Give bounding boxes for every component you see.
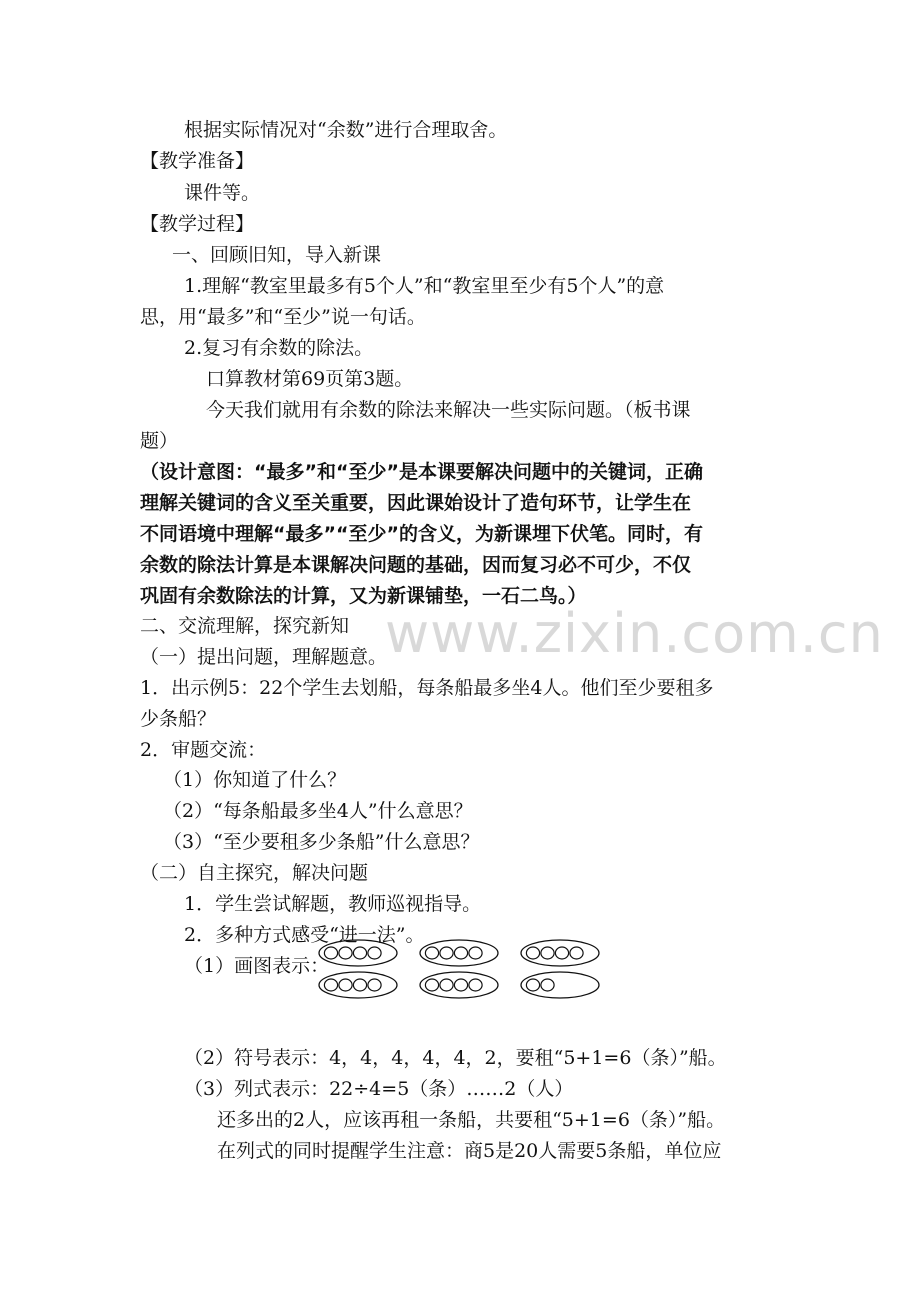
person-circle — [440, 947, 453, 959]
person-circle — [526, 947, 539, 959]
question-item: （2）“每条船最多坐4人”什么意思？ — [163, 800, 473, 822]
text-line: 1.理解“教室里最多有5个人”和“教室里至少有5个人”的意 — [184, 275, 665, 297]
text-line: 2.复习有余数的除法。 — [184, 337, 374, 359]
person-circle — [324, 979, 337, 991]
design-intent-line: 余数的除法计算是本课解决问题的基础，因而复习必不可少，不仅 — [140, 554, 692, 576]
person-circle — [454, 979, 467, 991]
person-circle — [526, 979, 539, 991]
text-line: 少条船？ — [140, 708, 217, 730]
subheading: 一、回顾旧知，导入新课 — [172, 244, 382, 266]
boat-ellipse — [521, 972, 599, 998]
text-line: 今天我们就用有余数的除法来解决一些实际问题。（板书课 — [206, 399, 691, 421]
text-line: （2）符号表示：4，4，4，4，4，2，要租“5+1=6（条）”船。 — [184, 1047, 727, 1069]
boat-ellipse — [420, 940, 498, 966]
person-circle — [324, 947, 337, 959]
design-intent-line: （设计意图：“最多”和“至少”是本课要解决问题中的关键词，正确 — [140, 461, 703, 483]
person-circle — [555, 947, 568, 959]
text-line: 1．学生尝试解题，教师巡视指导。 — [184, 893, 482, 915]
design-intent-line: 巩固有余数除法的计算，又为新课铺垫，一石二鸟。） — [140, 585, 587, 607]
person-circle — [454, 947, 467, 959]
text-line: 课件等。 — [184, 182, 261, 204]
person-circle — [469, 947, 482, 959]
text-line: （3）列式表示：22÷4=5（条）……2（人） — [184, 1078, 574, 1100]
text-line: （1）画图表示： — [184, 955, 330, 977]
boat-ellipse — [319, 972, 397, 998]
section-heading-preparation: 【教学准备】 — [140, 150, 255, 172]
boat-ellipse — [420, 972, 498, 998]
person-circle — [339, 979, 352, 991]
boat-ellipse — [319, 940, 397, 966]
boat-ellipse — [521, 940, 599, 966]
person-circle — [541, 947, 554, 959]
text-line: 思，用“最多”和“至少”说一句话。 — [140, 306, 426, 328]
design-intent-line: 不同语境中理解“最多”“至少”的含义，为新课埋下伏笔。同时，有 — [140, 523, 703, 545]
text-line: 口算教材第69页第3题。 — [206, 368, 414, 390]
section-heading-process: 【教学过程】 — [140, 213, 255, 235]
text-line: 在列式的同时提醒学生注意：商5是20人需要5条船，单位应 — [217, 1140, 722, 1162]
text-line: 2．审题交流： — [140, 739, 267, 761]
text-line: 2．多种方式感受“进一法”。 — [184, 924, 425, 946]
text-line: 还多出的2人，应该再租一条船，共要租“5+1=6（条）”船。 — [217, 1109, 726, 1131]
person-circle — [368, 947, 381, 959]
text-line: 1．出示例5：22个学生去划船，每条船最多坐4人。他们至少要租多 — [140, 677, 714, 699]
person-circle — [353, 979, 366, 991]
person-circle — [570, 947, 583, 959]
watermark: www.zixin.com.cn — [385, 602, 884, 665]
person-circle — [339, 947, 352, 959]
person-circle — [425, 979, 438, 991]
person-circle — [425, 947, 438, 959]
text-line: 题） — [140, 430, 179, 452]
person-circle — [353, 947, 366, 959]
question-item: （3）“至少要租多少条船”什么意思？ — [163, 831, 480, 853]
person-circle — [368, 979, 381, 991]
question-item: （1）你知道了什么？ — [163, 769, 347, 791]
subheading: 二、交流理解，探究新知 — [140, 615, 350, 637]
person-circle — [469, 979, 482, 991]
text-line: 根据实际情况对“余数”进行合理取舍。 — [184, 119, 508, 141]
boat-diagram — [316, 938, 606, 1002]
subheading: （一）提出问题，理解题意。 — [140, 646, 388, 668]
person-circle — [440, 979, 453, 991]
person-circle — [541, 979, 554, 991]
subheading: （二）自主探究，解决问题 — [140, 862, 369, 884]
design-intent-line: 理解关键词的含义至关重要，因此课始设计了造句环节，让学生在 — [140, 492, 692, 514]
